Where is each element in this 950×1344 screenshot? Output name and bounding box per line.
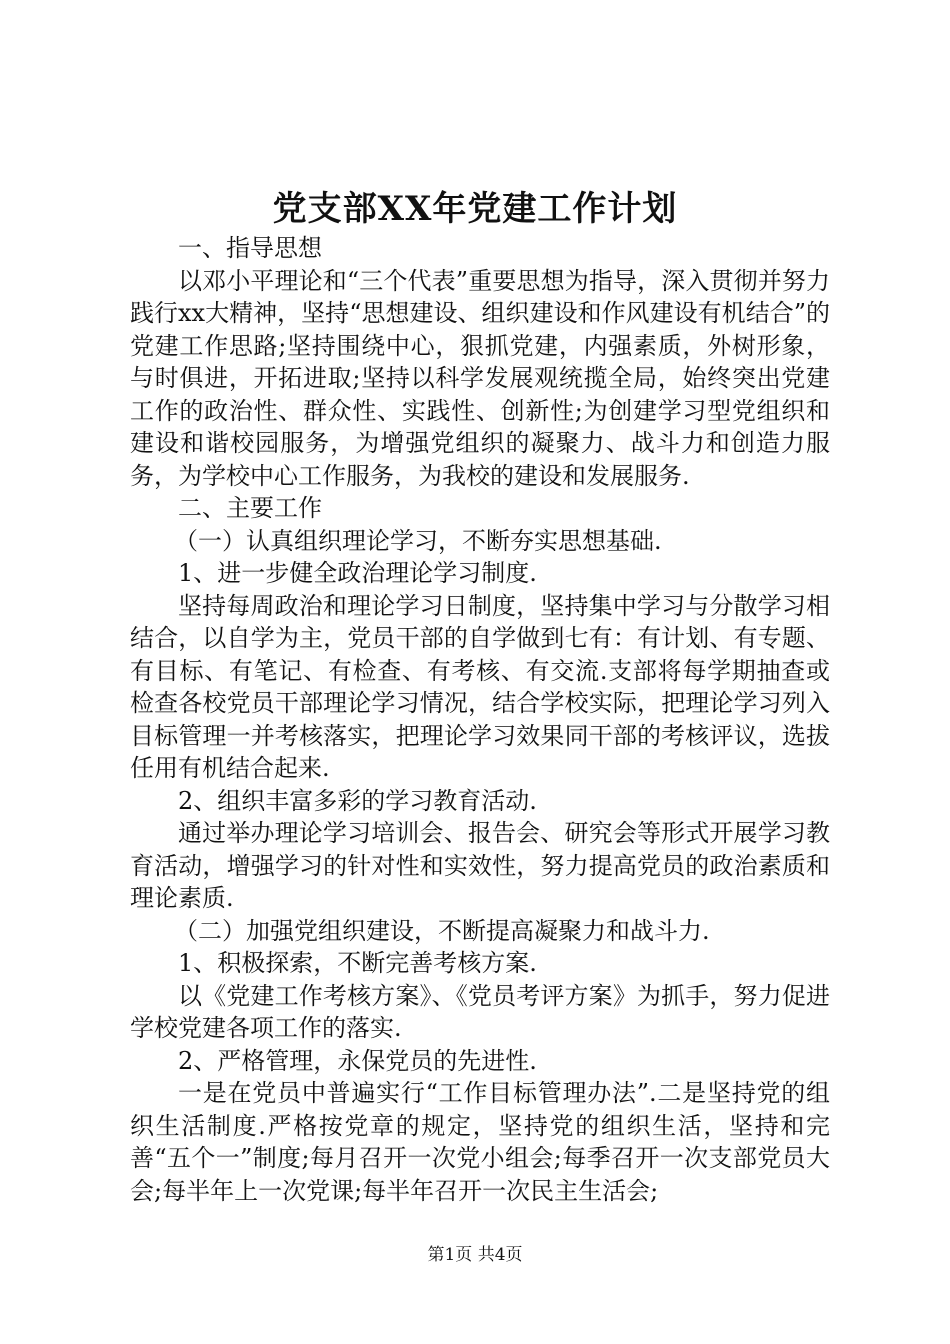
item-heading-study-system: 1、进一步健全政治理论学习制度. (178, 559, 537, 587)
paragraph-study-system: 坚持每周政治和理论学习日制度，坚持集中学习与分散学习相结合，以自学为主，党员干部的自学做到七有：有计划、有专题、有目标、有笔记、有检查、有考核、有交流.支部将每学期抽查或检查各校党员干部理论学习情况，结合学校实际，把理论学习列入目标管理一并考核落实，把理论学习效果同干部的考核评议，选拔任用有机结合起来. (130, 591, 830, 782)
item-heading-education-activities: 2、组织丰富多彩的学习教育活动. (178, 786, 537, 815)
paragraph-strict-management: 一是在党员中普遍实行“工作目标管理办法”.二是坚持党的组织生活制度.严格按党章的规定，坚持党的组织生活，坚持和完善“五个一”制度;每月召开一次党小组会;每季召开一次支部党员大会;每半年上一次党课;每半年召开一次民主生活会; (130, 1079, 830, 1205)
subsection-heading-party-building: （二）加强党组织建设，不断提高凝聚力和战斗力. (174, 916, 710, 945)
paragraph-assessment-plan: 以《党建工作考核方案》、《党员考评方案》为抓手，努力促进学校党建各项工作的落实. (130, 981, 830, 1042)
item-heading-assessment-plan: 1、积极探索，不断完善考核方案. (178, 949, 537, 977)
paragraph-guiding-ideology: 以邓小平理论和“三个代表”重要思想为指导，深入贯彻并努力践行xx大精神，坚持“思想建设、组织建设和作风建设有机结合”的党建工作思路;坚持围绕中心，狠抓党建，内强素质，外树形象，与时俱进，开拓进取;坚持以科学发展观统揽全局，始终突出党建工作的政治性、群众性、实践性、创新性;为创建学习型党组织和建设和谐校园服务，为增强党组织的凝聚力、战斗力和创造力服务，为学校中心工作服务，为我校的建设和发展服务. (130, 266, 830, 490)
section-heading-guiding-ideology: 一、指导思想 (178, 234, 322, 262)
paragraph-education-activities: 通过举办理论学习培训会、报告会、研究会等形式开展学习教育活动，增强学习的针对性和实效性，努力提高党员的政治素质和理论素质. (130, 819, 830, 912)
subsection-heading-theory-study: （一）认真组织理论学习，不断夯实思想基础. (174, 526, 662, 555)
document-body (130, 232, 830, 1207)
page-number-footer: 第1页 共4页 (427, 1245, 523, 1265)
section-heading-main-work: 二、主要工作 (178, 494, 322, 522)
item-heading-strict-management: 2、严格管理，永保党员的先进性. (178, 1046, 537, 1075)
document-title: 党支部XX年党建工作计划 (272, 189, 678, 229)
